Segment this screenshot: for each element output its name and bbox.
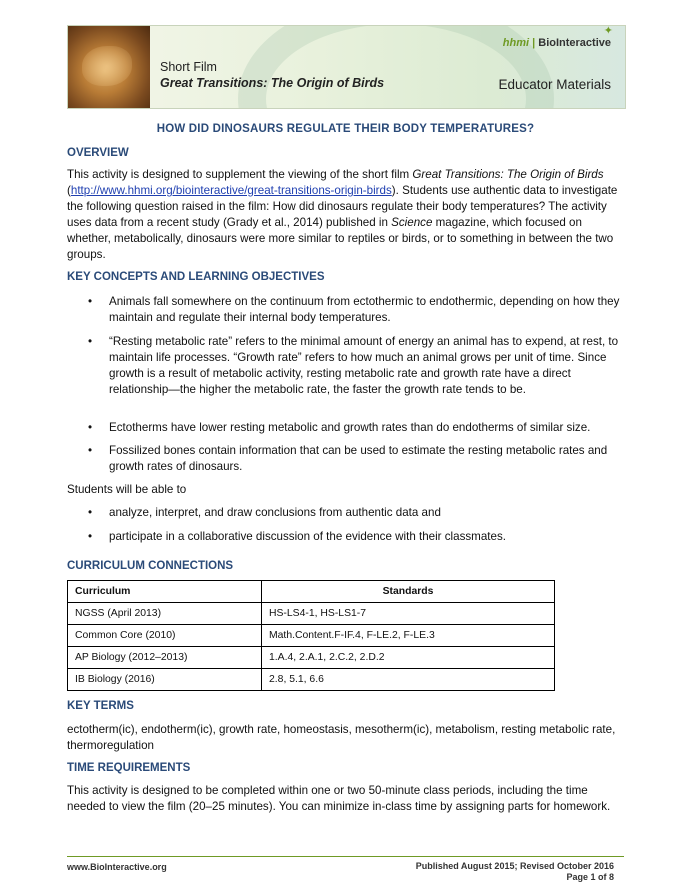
curriculum-heading: CURRICULUM CONNECTIONS [67,560,234,572]
key-terms-heading: KEY TERMS [67,700,134,712]
fossil-image [68,26,150,108]
header-banner [67,25,626,109]
overview-text-3: ). Students use authentic data to investigate the following question raised in the film: How did dinosaurs regulate their body temperatures? The activity uses data from a recent study (Grady et al., 2014) published in [67,184,618,229]
overview-text-4: magazine, which focused on whether, metabolically, dinosaurs were more similar to reptiles or birds, or to something in between the two groups. [67,216,614,261]
curriculum-cell: Common Core (2010) [68,625,262,647]
film-info [160,60,384,90]
table-row [68,669,555,691]
footer-divider [67,856,624,857]
journal-name: Science [391,216,433,229]
bird-icon: ✦ [603,25,613,37]
key-terms-text: ectotherm(ic), endotherm(ic), growth rate, homeostasis, mesotherm(ic), metabolism, resting metabolic rate, thermoregulation [67,723,616,752]
table-row [68,625,555,647]
curriculum-cell: AP Biology (2012–2013) [68,647,262,669]
table-row [68,603,555,625]
time-heading: TIME REQUIREMENTS [67,762,191,774]
standards-cell: Math.Content.F-IF.4, F-LE.2, F-LE.3 [262,625,555,647]
column-header-curriculum: Curriculum [68,581,262,603]
standards-cell: HS-LS4-1, HS-LS1-7 [262,603,555,625]
student-text: analyze, interpret, and draw conclusions from authentic data and [109,506,441,519]
biointeractive-logo [503,37,611,49]
student-text: participate in a collaborative discussion of the evidence with their classmates. [109,530,506,543]
bullet-icon: • [88,421,93,434]
logo-separator: | [532,37,536,49]
concept-text: Animals fall somewhere on the continuum from ectothermic to endothermic, depending on how they maintain and regulate their internal body temperatures. [109,295,620,324]
bullet-icon: • [88,506,93,519]
overview-paragraph [67,167,623,263]
overview-text-2: ( [67,184,71,197]
bullet-icon: • [88,295,93,308]
bullet-icon: • [88,530,93,543]
overview-heading: OVERVIEW [67,147,129,159]
concept-text: Ectotherms have lower resting metabolic and growth rates than do endotherms of similar size. [109,421,591,434]
document-title: HOW DID DINOSAURS REGULATE THEIR BODY TEMPERATURES? [156,123,535,135]
concept-text: “Resting metabolic rate” refers to the minimal amount of energy an animal has to expend, at rest, to maintain life processes. “Growth rate” refers to how much an animal grows per unit of time. Since growth is a result of metabolic activity, resting metabolic rate and growth rate have a direct relationship—the higher the metabolic rate, the faster the growth rate tends to be. [109,335,619,396]
student-item [88,505,624,521]
column-header-standards: Standards [262,581,555,603]
footer-page-number: Page 1 of 8 [566,872,614,882]
film-title: Great Transitions: The Origin of Birds [160,76,385,90]
concept-text: Fossilized bones contain information that can be used to estimate the resting metabolic rates and growth rates of dinosaurs. [109,444,608,473]
educator-materials-label: Educator Materials [498,77,611,92]
film-link[interactable]: http://www.hhmi.org/biointeractive/great-transitions-origin-birds [70,184,392,197]
students-intro: Students will be able to [67,483,187,496]
curriculum-table [67,580,555,691]
logo-name: BioInteractive [538,37,611,49]
student-item [88,529,624,545]
film-title-italic: Great Transitions: The Origin of Birds [412,168,604,181]
footer-published: Published August 2015; Revised October 2016 [415,861,614,871]
footer-info [416,861,614,883]
footer-website: www.BioInteractive.org [67,862,167,872]
overview-text-1: This activity is designed to supplement the viewing of the short film [67,168,413,181]
concept-item [88,420,624,436]
bullet-icon: • [88,335,93,348]
logo-hhmi: hhmi [502,37,530,49]
standards-cell: 1.A.4, 2.A.1, 2.C.2, 2.D.2 [262,647,555,669]
curriculum-cell: NGSS (April 2013) [68,603,262,625]
table-row [68,647,555,669]
concept-item [88,294,624,326]
standards-cell: 2.8, 5.1, 6.6 [262,669,555,691]
bullet-icon: • [88,444,93,457]
curriculum-cell: IB Biology (2016) [68,669,262,691]
time-text: This activity is designed to be completed within one or two 50-minute class periods, including the time needed to view the film (20–25 minutes). You can minimize in-class time by assigning parts for homework. [67,784,611,813]
table-header-row [68,581,555,603]
film-label: Short Film [160,60,217,74]
concept-item [88,334,624,398]
concept-item [88,443,624,475]
key-concepts-heading: KEY CONCEPTS AND LEARNING OBJECTIVES [67,271,325,283]
